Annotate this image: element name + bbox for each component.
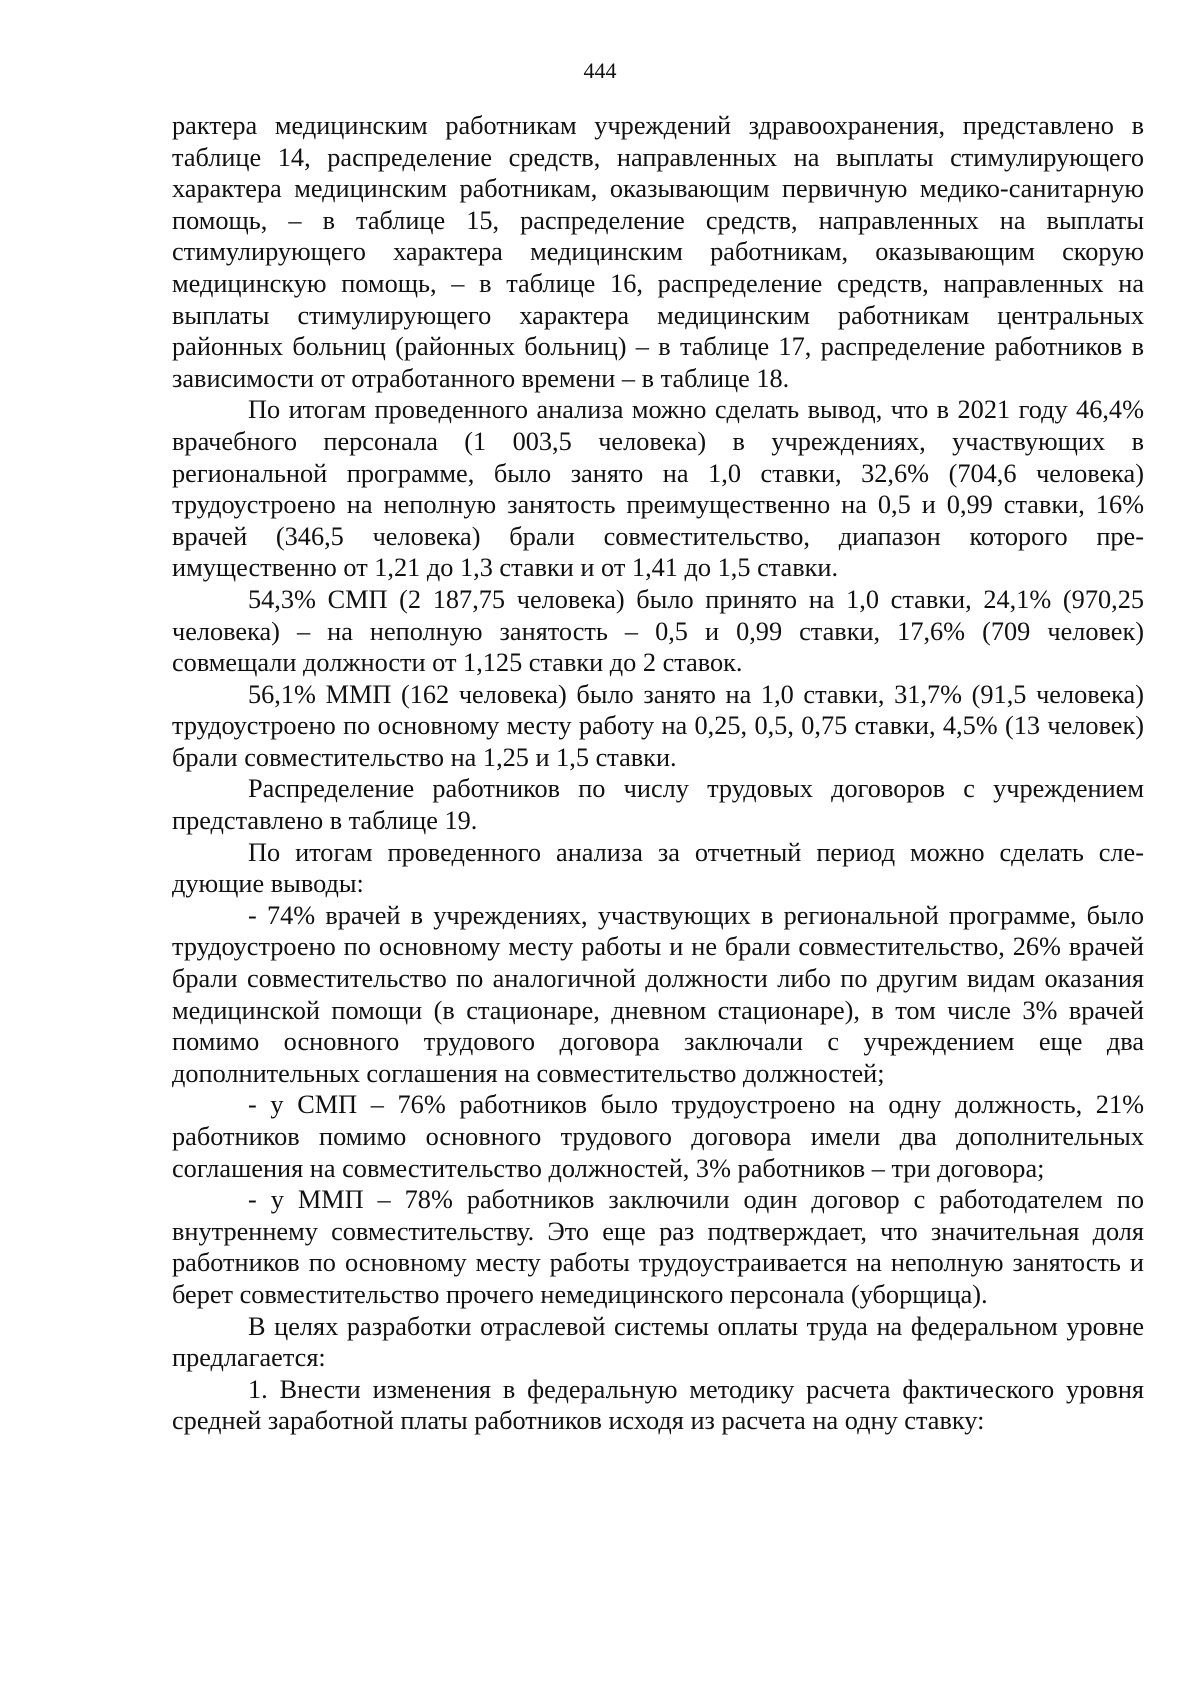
- paragraph-continuation: рактера медицинским работникам учреждений здравоохранения, представлено в таблице 14, распределение средств, направленных на выплаты стимулирующего характера медицинским работникам, оказывающим первичную медико-санитарную помощь, – в таблице 15, распределение средств, направленных на выплаты стимулирующего характера медицинским работникам, оказывающим скорую медицинскую помощь, – в таблице 16, распределение средств, направленных на выплаты стимулирующего характера медицинским работникам центральных районных больниц (районных больниц) – в таблице 17, распределение работников в зависимости от отработанного времени – в таблице 18.: [172, 111, 1144, 393]
- list-item-mmp: - у ММП – 78% работников заключили один договор с работодателем по внутреннему совместительству. Это еще раз подтверждает, что значительная доля работников по основному месту работы трудоустраивается на неполную занятость и берет совместительство прочего немедицинского персонала (уборщица).: [172, 1185, 1144, 1309]
- list-item-doctors: - 74% врачей в учреждениях, участвующих в региональной программе, было трудоустроено по основному месту работы и не брали совместительство, 26% врачей брали совместительство по аналогичной должности либо по другим видам оказания медицинской помощи (в стационаре, дневном стационаре), в том числе 3% врачей помимо основного трудового договора заключали с учреждением еще два дополнительных соглашения на совместительство должностей;: [172, 900, 1144, 1088]
- paragraph-analysis-mmp: 56,1% ММП (162 человека) было занято на 1,0 ставки, 31,7% (91,5 человека) трудоустроено по основному месту работу на 0,25, 0,5, 0,75 ставки, 4,5% (13 человек) брали совместительство на 1,25 и 1,5 ставки.: [172, 679, 1144, 772]
- list-item-smp: - у СМП – 76% работников было трудоустроено на одну должность, 21% работников помимо основного трудового договора имели два дополнительных соглашения на совместительство должностей, 3% работников – три договора;: [172, 1090, 1144, 1183]
- paragraph-analysis-smp: 54,3% СМП (2 187,75 человека) было принято на 1,0 ставки, 24,1% (970,25 человека) – на неполную занятость – 0,5 и 0,99 ставки, 17,6% (709 человек) совмещали должности от 1,125 ставки до 2 ставок.: [172, 584, 1144, 678]
- document-body: [172, 110, 1144, 1437]
- paragraph-conclusions-intro: По итогам проведенного анализа за отчетный период можно сделать следующие выводы:: [172, 837, 1144, 899]
- page-number: 444: [583, 58, 617, 83]
- paragraph-analysis-doctors: По итогам проведенного анализа можно сделать вывод, что в 2021 году 46,4% врачебного персонала (1 003,5 человека) в учреждениях, участвующих в региональной программе, было занято на 1,0 ставки, 32,6% (704,6 человека) трудоустроено на неполную занятость преимущественно на 0,5 и 0,99 ставки, 16% врачей (346,5 человека) брали совместительство, диапазон которого преимущественно от 1,21 до 1,3 ставки и от 1,41 до 1,5 ставки.: [172, 395, 1144, 583]
- paragraph-table-19-reference: Распределение работников по числу трудовых договоров с учреждением представлено в таблице 19.: [172, 774, 1144, 836]
- paragraph-proposals-intro: В целях разработки отраслевой системы оплаты труда на федеральном уровне предлагается:: [172, 1311, 1144, 1373]
- numbered-item-1: 1. Внести изменения в федеральную методику расчета фактического уровня средней заработной платы работников исходя из расчета на одну ставку:: [172, 1374, 1144, 1436]
